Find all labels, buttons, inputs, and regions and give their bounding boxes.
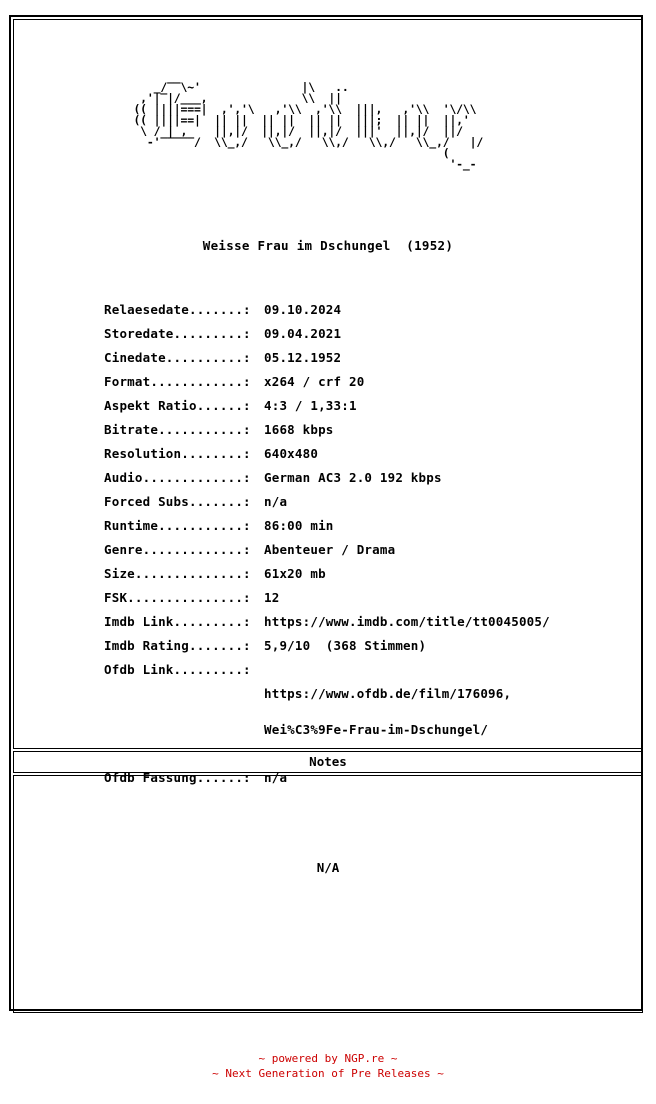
info-key: Audio.............: [104, 470, 251, 485]
info-row-size [104, 562, 550, 586]
ascii-logo [120, 82, 520, 194]
info-value: n/a [264, 494, 288, 509]
info-value: x264 / crf 20 [264, 374, 365, 389]
info-key: Imdb Link.........: [104, 614, 251, 629]
footer-powered-by[interactable]: ~ powered by NGP.re ~ [258, 1052, 398, 1065]
ofdb-link-line-1[interactable]: https://www.ofdb.de/film/176096, [264, 686, 512, 701]
info-key: Ofdb Fassung......: [104, 770, 251, 785]
info-value: 86:00 min [264, 518, 334, 533]
info-row-aspect-ratio [104, 394, 550, 418]
info-row-audio [104, 466, 550, 490]
info-value: n/a [264, 770, 288, 785]
ofdb-link-line-2[interactable]: Wei%C3%9Fe-Frau-im-Dschungel/ [264, 722, 489, 737]
info-key: Cinedate..........: [104, 350, 251, 365]
info-value: 09.10.2024 [264, 302, 342, 317]
info-value: 61x20 mb [264, 566, 326, 581]
info-key: Forced Subs.......: [104, 494, 251, 509]
info-row-releasedate [104, 298, 550, 322]
imdb-link[interactable]: https://www.imdb.com/title/tt0045005/ [264, 614, 550, 629]
release-info-list [104, 298, 550, 790]
info-value: 05.12.1952 [264, 350, 342, 365]
info-row-imdb-rating [104, 634, 550, 658]
info-row-forced-subs [104, 490, 550, 514]
notes-heading: Notes [309, 754, 347, 769]
footer-tagline: ~ Next Generation of Pre Releases ~ [212, 1067, 444, 1080]
info-value: 640x480 [264, 446, 319, 461]
info-key: Imdb Rating.......: [104, 638, 251, 653]
info-value: Abenteuer / Drama [264, 542, 396, 557]
info-value: 4:3 / 1,33:1 [264, 398, 357, 413]
info-key: Size..............: [104, 566, 251, 581]
info-row-resolution [104, 442, 550, 466]
info-value: 5,9/10 (368 Stimmen) [264, 638, 427, 653]
info-key: FSK...............: [104, 590, 251, 605]
info-row-bitrate [104, 418, 550, 442]
notes-box [13, 775, 643, 1013]
info-row-ofdb-link [104, 658, 550, 766]
info-row-format [104, 370, 550, 394]
info-value: German AC3 2.0 192 kbps [264, 470, 442, 485]
notes-content: N/A [316, 860, 340, 875]
info-key: Ofdb Link.........: [104, 662, 251, 677]
info-key: Runtime...........: [104, 518, 251, 533]
info-key: Resolution........: [104, 446, 251, 461]
ascii-logo-art: _/‾‾\~' |\ .. ,'|‾|/___, \\ || (( ||||===| ,','\ ,'\\ ,'\\ |||, ,'\\ '\/\\ (( ||||==| || || || || || || |||; || || ||,' \ / | , ||,|/ ||,|/ ||,|/ |||' ||,|/ ||/ -'‾‾‾‾‾/ \\_,/ \\_,/ \\,/ \\,/ \\_,/ |/ ( '-_- [133, 80, 484, 171]
release-title: Weisse Frau im Dschungel (1952) [202, 238, 454, 253]
info-row-fsk [104, 586, 550, 610]
info-row-cinedate [104, 346, 550, 370]
info-value: 12 [264, 590, 280, 605]
info-row-storedate [104, 322, 550, 346]
info-key: Aspekt Ratio......: [104, 398, 251, 413]
info-key: Bitrate...........: [104, 422, 251, 437]
info-value: 1668 kbps [264, 422, 334, 437]
info-row-imdb-link [104, 610, 550, 634]
info-key: Format............: [104, 374, 251, 389]
info-row-genre [104, 538, 550, 562]
info-value: 09.04.2021 [264, 326, 342, 341]
info-key: Genre.............: [104, 542, 251, 557]
info-key: Relaesedate.......: [104, 302, 251, 317]
info-row-runtime [104, 514, 550, 538]
info-key: Storedate.........: [104, 326, 251, 341]
ofdb-link[interactable] [264, 664, 511, 760]
